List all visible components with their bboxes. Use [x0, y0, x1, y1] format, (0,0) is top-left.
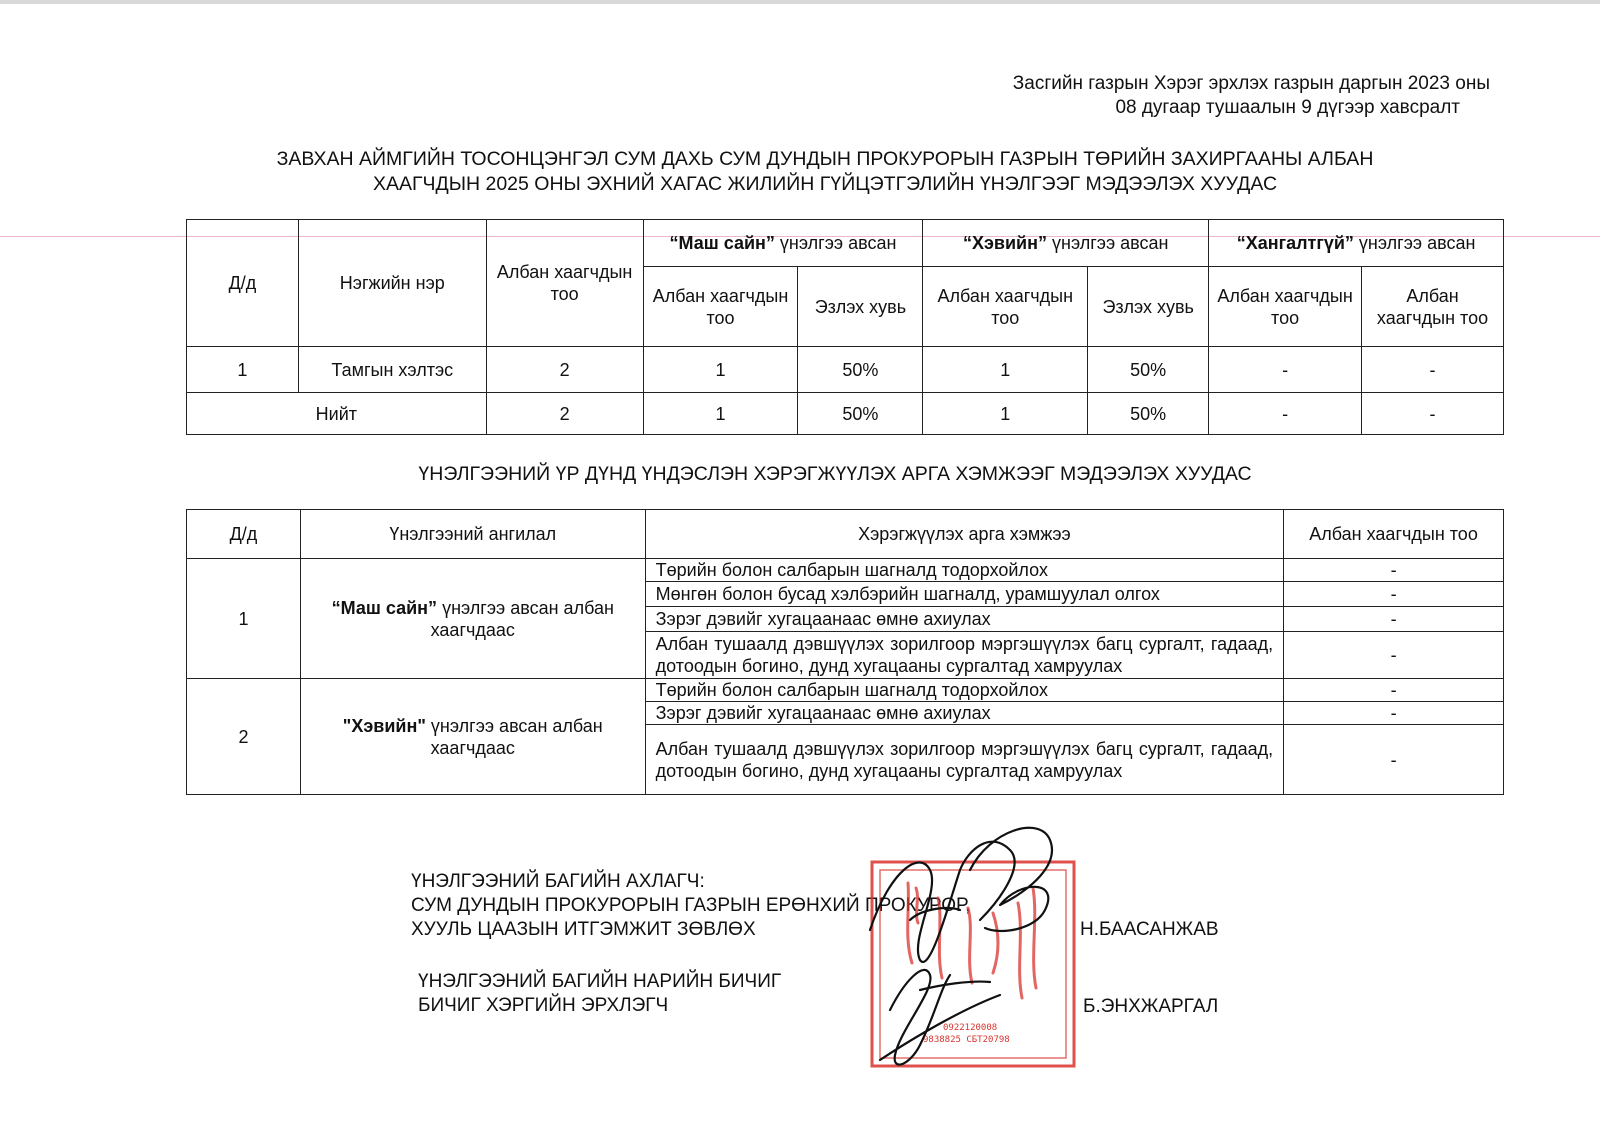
- secretary-name: Б.ЭНХЖАРГАЛ: [1083, 996, 1219, 1017]
- measure-text: Мөнгөн болон бусад хэлбэрийн шагналд, урамшуулал олгох: [645, 582, 1283, 607]
- measure-text: Зэрэг дэвийг хугацаанаас өмнө ахиулах: [645, 702, 1283, 725]
- measure-text: Төрийн болон салбарын шагналд тодорхойлох: [645, 679, 1283, 702]
- title-line-2: ХААГЧДЫН 2025 ОНЫ ЭХНИЙ ХАГАС ЖИЛИЙН ГҮЙЦЭТГЭЛИЙН ҮНЭЛГЭЭГ МЭДЭЭЛЭХ ХУУДАС: [372, 173, 1278, 195]
- total-nm-share: 50%: [1088, 393, 1209, 435]
- total-count: 2: [486, 393, 643, 435]
- total-un-count-1: -: [1209, 393, 1362, 435]
- header-count: Албан хаагчдын тоо: [1284, 510, 1504, 559]
- header-no: Д/д: [187, 510, 301, 559]
- row-un-count-1: -: [1209, 347, 1362, 393]
- stamp-code-2: 9838825 СБТ20798: [923, 1035, 1010, 1045]
- table-row: [187, 679, 1504, 702]
- table-row: [187, 559, 1504, 582]
- category-rest: үнэлгээ авсан албан хаагчдаас: [425, 715, 603, 758]
- row-un-count-2: -: [1362, 347, 1504, 393]
- category-rest: үнэлгээ авсан албан хаагчдаас: [430, 597, 614, 640]
- header-unsat-rest: үнэлгээ авсан: [1353, 233, 1476, 253]
- header-unsat-bold: “Хангалтгүй”: [1236, 233, 1354, 253]
- subheader-un-count-1: Албан хаагчдын тоо: [1209, 267, 1362, 347]
- row-ex-count: 1: [643, 347, 798, 393]
- annex-line-2: 08 дугаар тушаалын 9 дүгээр хавсралт: [1115, 97, 1460, 118]
- row-count: 2: [486, 347, 643, 393]
- leader-name: Н.БААСАНЖАВ: [1080, 919, 1219, 940]
- measures-subtitle: ҮНЭЛГЭЭНИЙ ҮР ДҮНД ҮНДЭСЛЭН ХЭРЭГЖҮҮЛЭХ АРГА ХЭМЖЭЭГ МЭДЭЭЛЭХ ХУУДАС: [418, 463, 1252, 485]
- row-nm-count: 1: [923, 347, 1088, 393]
- leader-title-2: СУМ ДУНДЫН ПРОКУРОРЫН ГАЗРЫН ЕРӨНХИЙ ПРОКУРОР,: [411, 895, 971, 916]
- group-category: [300, 679, 645, 795]
- measure-count: -: [1284, 702, 1504, 725]
- header-excellent-rest: үнэлгээ авсан: [774, 233, 897, 253]
- handwritten-signature: [850, 810, 1080, 1090]
- measure-count: -: [1284, 582, 1504, 607]
- group-category: [300, 559, 645, 679]
- subheader-un-count-2: Албан хаагчдын тоо: [1362, 267, 1504, 347]
- header-excellent-bold: “Маш сайн”: [669, 233, 775, 253]
- row-unit: Тамгын хэлтэс: [298, 347, 486, 393]
- document-title: [200, 147, 1450, 197]
- row-nm-share: 50%: [1088, 347, 1209, 393]
- secretary-signature-block: [418, 970, 781, 1018]
- leader-title-3: ХУУЛЬ ЦААЗЫН ИТГЭМЖИТ ЗӨВЛӨХ: [411, 919, 756, 940]
- total-label: Нийт: [187, 393, 487, 435]
- group-no: 1: [187, 559, 301, 679]
- measure-count: -: [1284, 559, 1504, 582]
- category-bold: "Хэвийн": [342, 715, 426, 736]
- measure-text: Албан тушаалд дэвшүүлэх зорилгоор мэргэшүүлэх багц сургалт, гадаад, дотоодын богино, дунд хугацааны сургалтад хамруулах: [645, 632, 1283, 679]
- subheader-ex-count: Албан хаагчдын тоо: [643, 267, 798, 347]
- header-unit-name: Нэгжийн нэр: [298, 220, 486, 347]
- measure-text: Албан тушаалд дэвшүүлэх зорилгоор мэргэшүүлэх багц сургалт, гадаад, дотоодын богино, дунд хугацааны сургалтад хамруулах: [645, 725, 1283, 795]
- category-bold: “Маш сайн”: [331, 597, 438, 618]
- header-category: Үнэлгээний ангилал: [300, 510, 645, 559]
- header-normal: [923, 220, 1209, 267]
- row-ex-share: 50%: [798, 347, 923, 393]
- group-no: 2: [187, 679, 301, 795]
- header-staff-count: Албан хаагчдын тоо: [486, 220, 643, 347]
- total-nm-count: 1: [923, 393, 1088, 435]
- measures-table: [186, 509, 1504, 795]
- evaluation-summary-table: [186, 219, 1504, 435]
- total-un-count-2: -: [1362, 393, 1504, 435]
- stamp-code-1: 0922120008: [943, 1023, 998, 1033]
- subheader-nm-share: Эзлэх хувь: [1088, 267, 1209, 347]
- header-no: Д/д: [187, 220, 299, 347]
- subheader-ex-share: Эзлэх хувь: [798, 267, 923, 347]
- header-unsatisfactory: [1209, 220, 1504, 267]
- leader-title-1: ҮНЭЛГЭЭНИЙ БАГИЙН АХЛАГЧ:: [411, 871, 705, 892]
- measure-count: -: [1284, 607, 1504, 632]
- title-line-1: ЗАВХАН АЙМГИЙН ТОСОНЦЭНГЭЛ СУМ ДАХЬ СУМ ДУНДЫН ПРОКУРОРЫН ГАЗРЫН ТӨРИЙН ЗАХИРГААНЫ АЛБАН: [276, 148, 1374, 170]
- annex-line-1: Засгийн газрын Хэрэг эрхлэх газрын даргын 2023 оны: [1012, 73, 1490, 94]
- measure-text: Зэрэг дэвийг хугацаанаас өмнө ахиулах: [645, 607, 1283, 632]
- measure-count: -: [1284, 632, 1504, 679]
- header-measure: Хэрэгжүүлэх арга хэмжээ: [645, 510, 1283, 559]
- secretary-title-1: ҮНЭЛГЭЭНИЙ БАГИЙН НАРИЙН БИЧИГ: [418, 971, 782, 992]
- measure-count: -: [1284, 725, 1504, 795]
- header-excellent: [643, 220, 923, 267]
- header-normal-rest: үнэлгээ авсан: [1047, 233, 1169, 253]
- header-normal-bold: “Хэвийн”: [962, 233, 1047, 253]
- total-ex-share: 50%: [798, 393, 923, 435]
- total-row: [187, 393, 1504, 435]
- measure-text: Төрийн болон салбарын шагналд тодорхойлох: [645, 559, 1283, 582]
- measure-count: -: [1284, 679, 1504, 702]
- scan-top-edge: [0, 0, 1600, 4]
- table-row: [187, 347, 1504, 393]
- subheader-nm-count: Албан хаагчдын тоо: [923, 267, 1088, 347]
- row-no: 1: [187, 347, 299, 393]
- secretary-title-2: БИЧИГ ХЭРГИЙН ЭРХЛЭГЧ: [418, 995, 669, 1016]
- annex-reference: [930, 72, 1510, 120]
- total-ex-count: 1: [643, 393, 798, 435]
